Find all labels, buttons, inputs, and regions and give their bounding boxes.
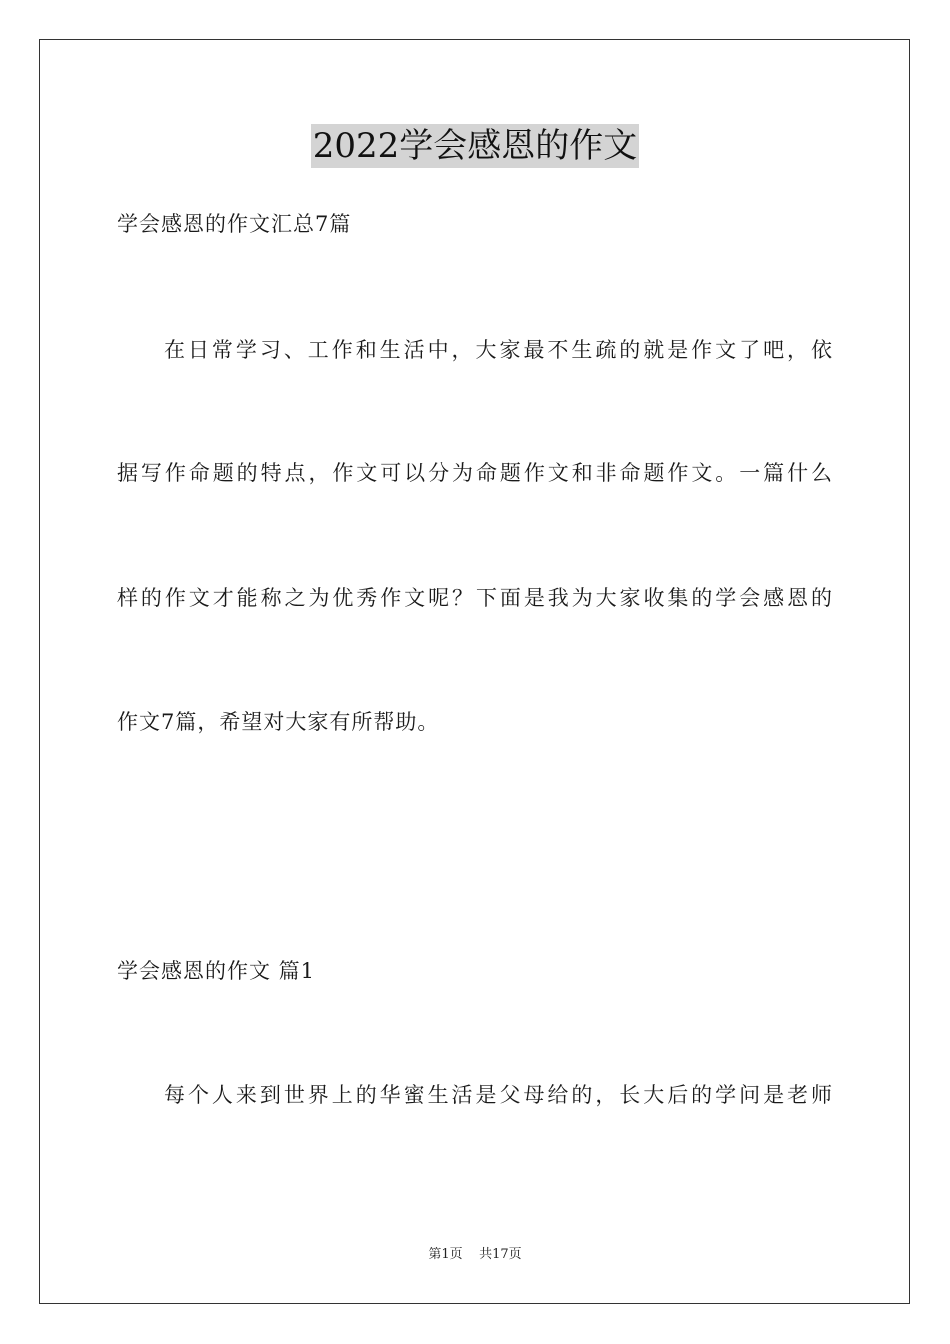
document-subtitle: 学会感恩的作文汇总7篇 [117,212,352,236]
intro-line-3: 样的作文才能称之为优秀作文呢？下面是我为大家收集的学会感恩的 [117,586,833,610]
title-container [0,124,950,168]
section-line-1: 每个人来到世界上的华蜜生活是父母给的，长大后的学问是老师 [164,1083,833,1107]
intro-line-1: 在日常学习、工作和生活中，大家最不生疏的就是作文了吧，依 [164,338,833,362]
document-title: 2022学会感恩的作文 [312,126,638,166]
intro-line-4: 作文7篇，希望对大家有所帮助。 [117,710,440,734]
section-heading: 学会感恩的作文 篇1 [117,959,316,983]
intro-line-2: 据写作命题的特点，作文可以分为命题作文和非命题作文。一篇什么 [117,461,833,485]
page-footer: 第1页 共17页 [428,1247,522,1262]
